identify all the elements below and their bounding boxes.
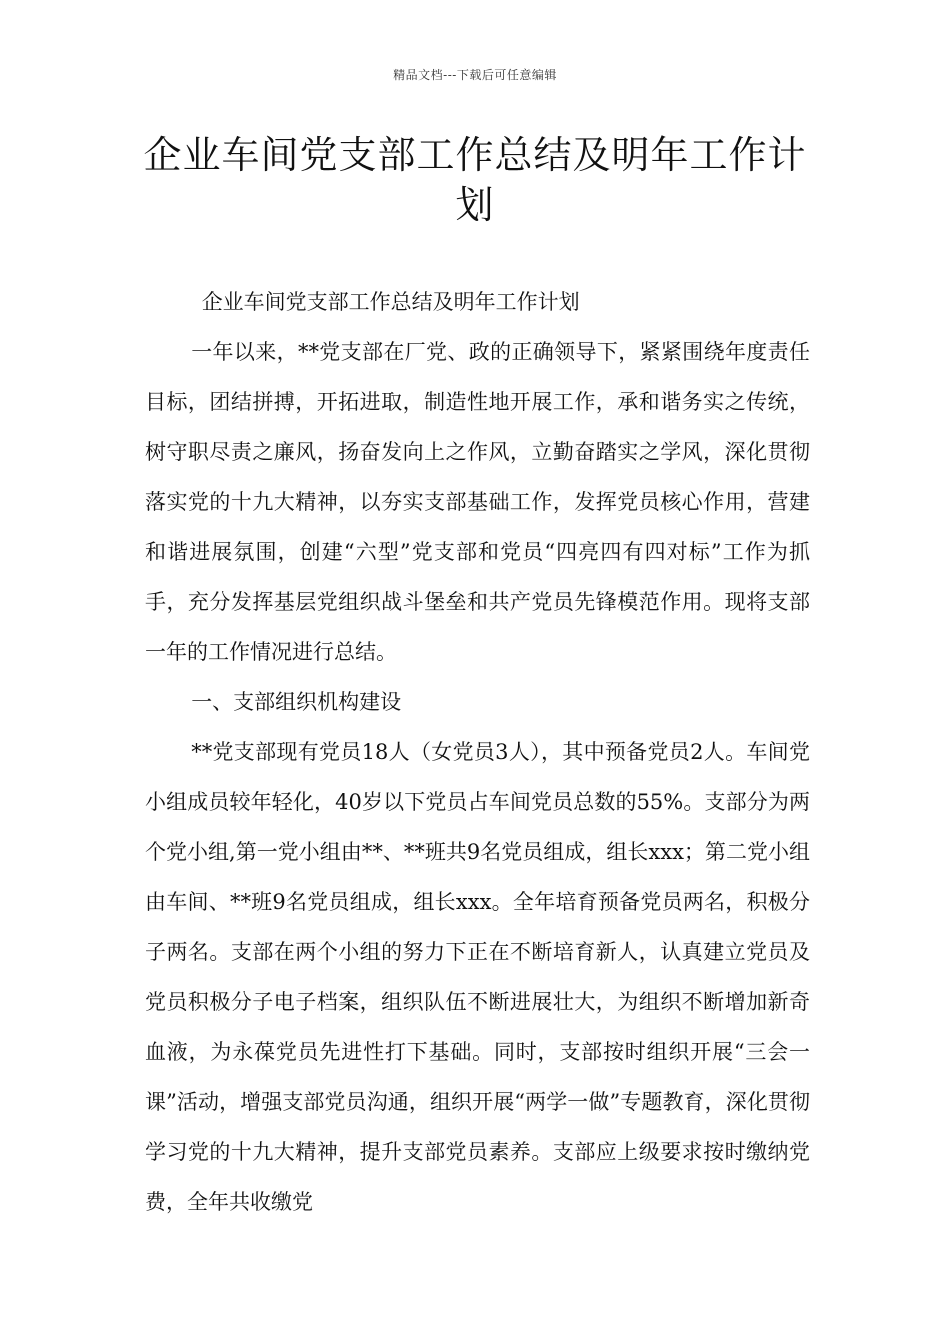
document-title: 企业车间党支部工作总结及明年工作计划: [143, 133, 807, 227]
paragraph-organization: **党支部现有党员18人（女党员3人），其中预备党员2人。车间党小组成员较年轻化，40岁以下党员占车间党员总数的55%。支部分为两个党小组,第一党小组由**、**班共9名党员组成，组长xxx；第二党小组由车间、**班9名党员组成，组长xxx。全年培育预备党员两名，积极分子两名。支部在两个小组的努力下正在不断培育新人，认真建立党员及党员积极分子电子档案，组织队伍不断进展壮大，为组织不断增加新奇血液，为永葆党员先进性打下基础。同时，支部按时组织开展“三会一课”活动，增强支部党员沟通，组织开展“两学一做”专题教育，深化贯彻学习党的十九大精神，提升支部党员素养。支部应上级要求按时缴纳党费，全年共收缴党: [145, 740, 810, 1214]
header-note: 精品文档---下载后可任意编辑: [393, 68, 557, 82]
document-body: [145, 277, 810, 1227]
document-subtitle: 企业车间党支部工作总结及明年工作计划: [201, 290, 580, 314]
paragraph-intro: 一年以来，**党支部在厂党、政的正确领导下，紧紧围绕年度责任目标，团结拼搏，开拓进取，制造性地开展工作，承和谐务实之传统，树守职尽责之廉风，扬奋发向上之作风，立勤奋踏实之学风，深化贯彻落实党的十九大精神，以夯实支部基础工作，发挥党员核心作用，营建和谐进展氛围，创建“六型”党支部和党员“四亮四有四对标”工作为抓手，充分发挥基层党组织战斗堡垒和共产党员先锋模范作用。现将支部一年的工作情况进行总结。: [145, 340, 810, 664]
section-heading: 一、支部组织机构建设: [191, 690, 402, 714]
